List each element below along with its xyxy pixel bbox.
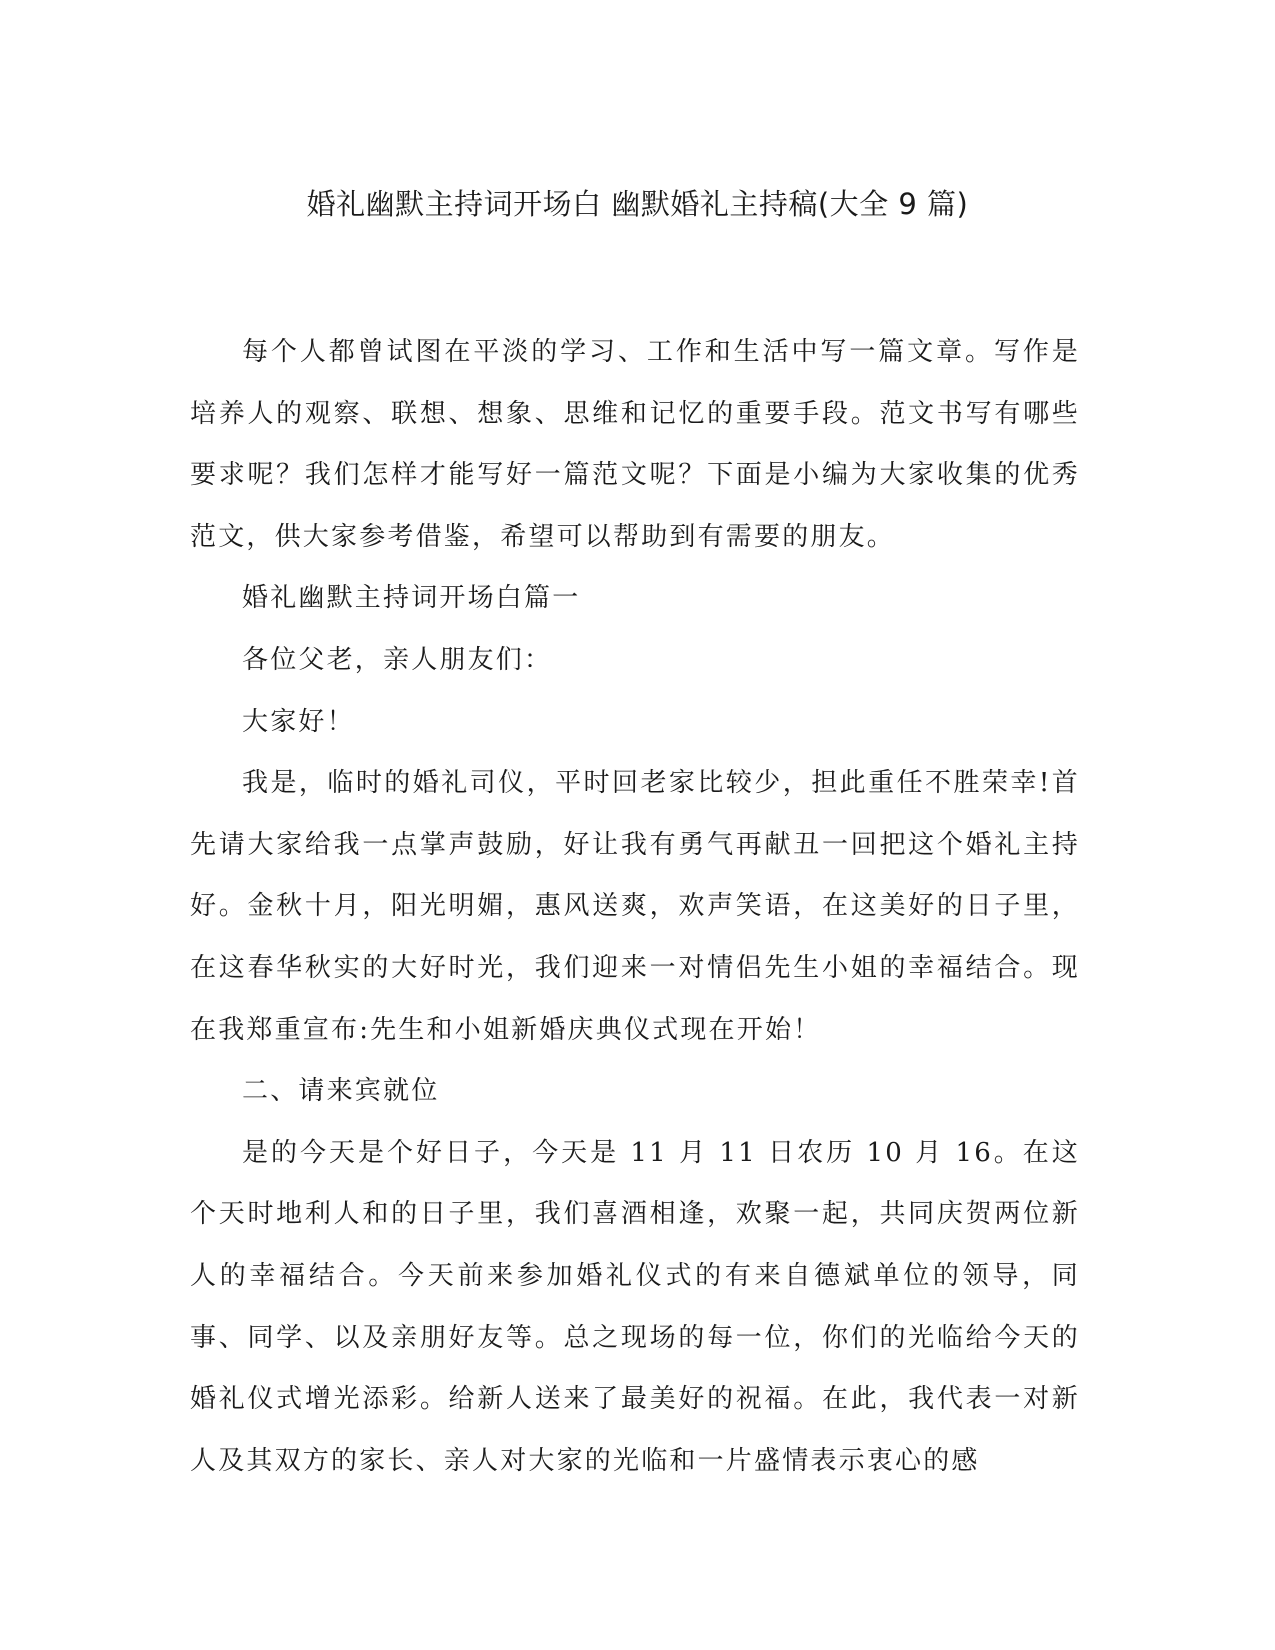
document-body — [190, 322, 1080, 1492]
document-title: 婚礼幽默主持词开场白 幽默婚礼主持稿(大全 9 篇) — [306, 187, 969, 221]
section-heading-part-one: 婚礼幽默主持词开场白篇一 — [242, 583, 581, 614]
opening-paragraph: 我是，临时的婚礼司仪，平时回老家比较少，担此重任不胜荣幸!首先请大家给我一点掌声鼓励，好让我有勇气再献丑一回把这个婚礼主持好。金秋十月，阳光明媚，惠风送爽，欢声笑语，在这美好的日子里，在这春华秋实的大好时光，我们迎来一对情侣先生小姐的幸福结合。现在我郑重宣布:先生和小姐新婚庆典仪式现在开始！ — [190, 768, 1080, 1045]
intro-paragraph: 每个人都曾试图在平淡的学习、工作和生活中写一篇文章。写作是培养人的观察、联想、想象、思维和记忆的重要手段。范文书写有哪些要求呢？我们怎样才能写好一篇范文呢？下面是小编为大家收集的优秀范文，供大家参考借鉴，希望可以帮助到有需要的朋友。 — [190, 337, 1080, 552]
section-heading-guests: 二、请来宾就位 — [242, 1076, 440, 1107]
salutation: 各位父老，亲人朋友们： — [242, 644, 553, 675]
greeting: 大家好！ — [242, 706, 355, 737]
welcome-paragraph: 是的今天是个好日子，今天是 11 月 11 日农历 10 月 16。在这个天时地利人和的日子里，我们喜酒相逢，欢聚一起，共同庆贺两位新人的幸福结合。今天前来参加婚礼仪式的有来自德斌单位的领导，同事、同学、以及亲朋好友等。总之现场的每一位，你们的光临给今天的婚礼仪式增光添彩。给新人送来了最美好的祝福。在此，我代表一对新人及其双方的家长、亲人对大家的光临和一片盛情表示衷心的感 — [190, 1137, 1080, 1476]
